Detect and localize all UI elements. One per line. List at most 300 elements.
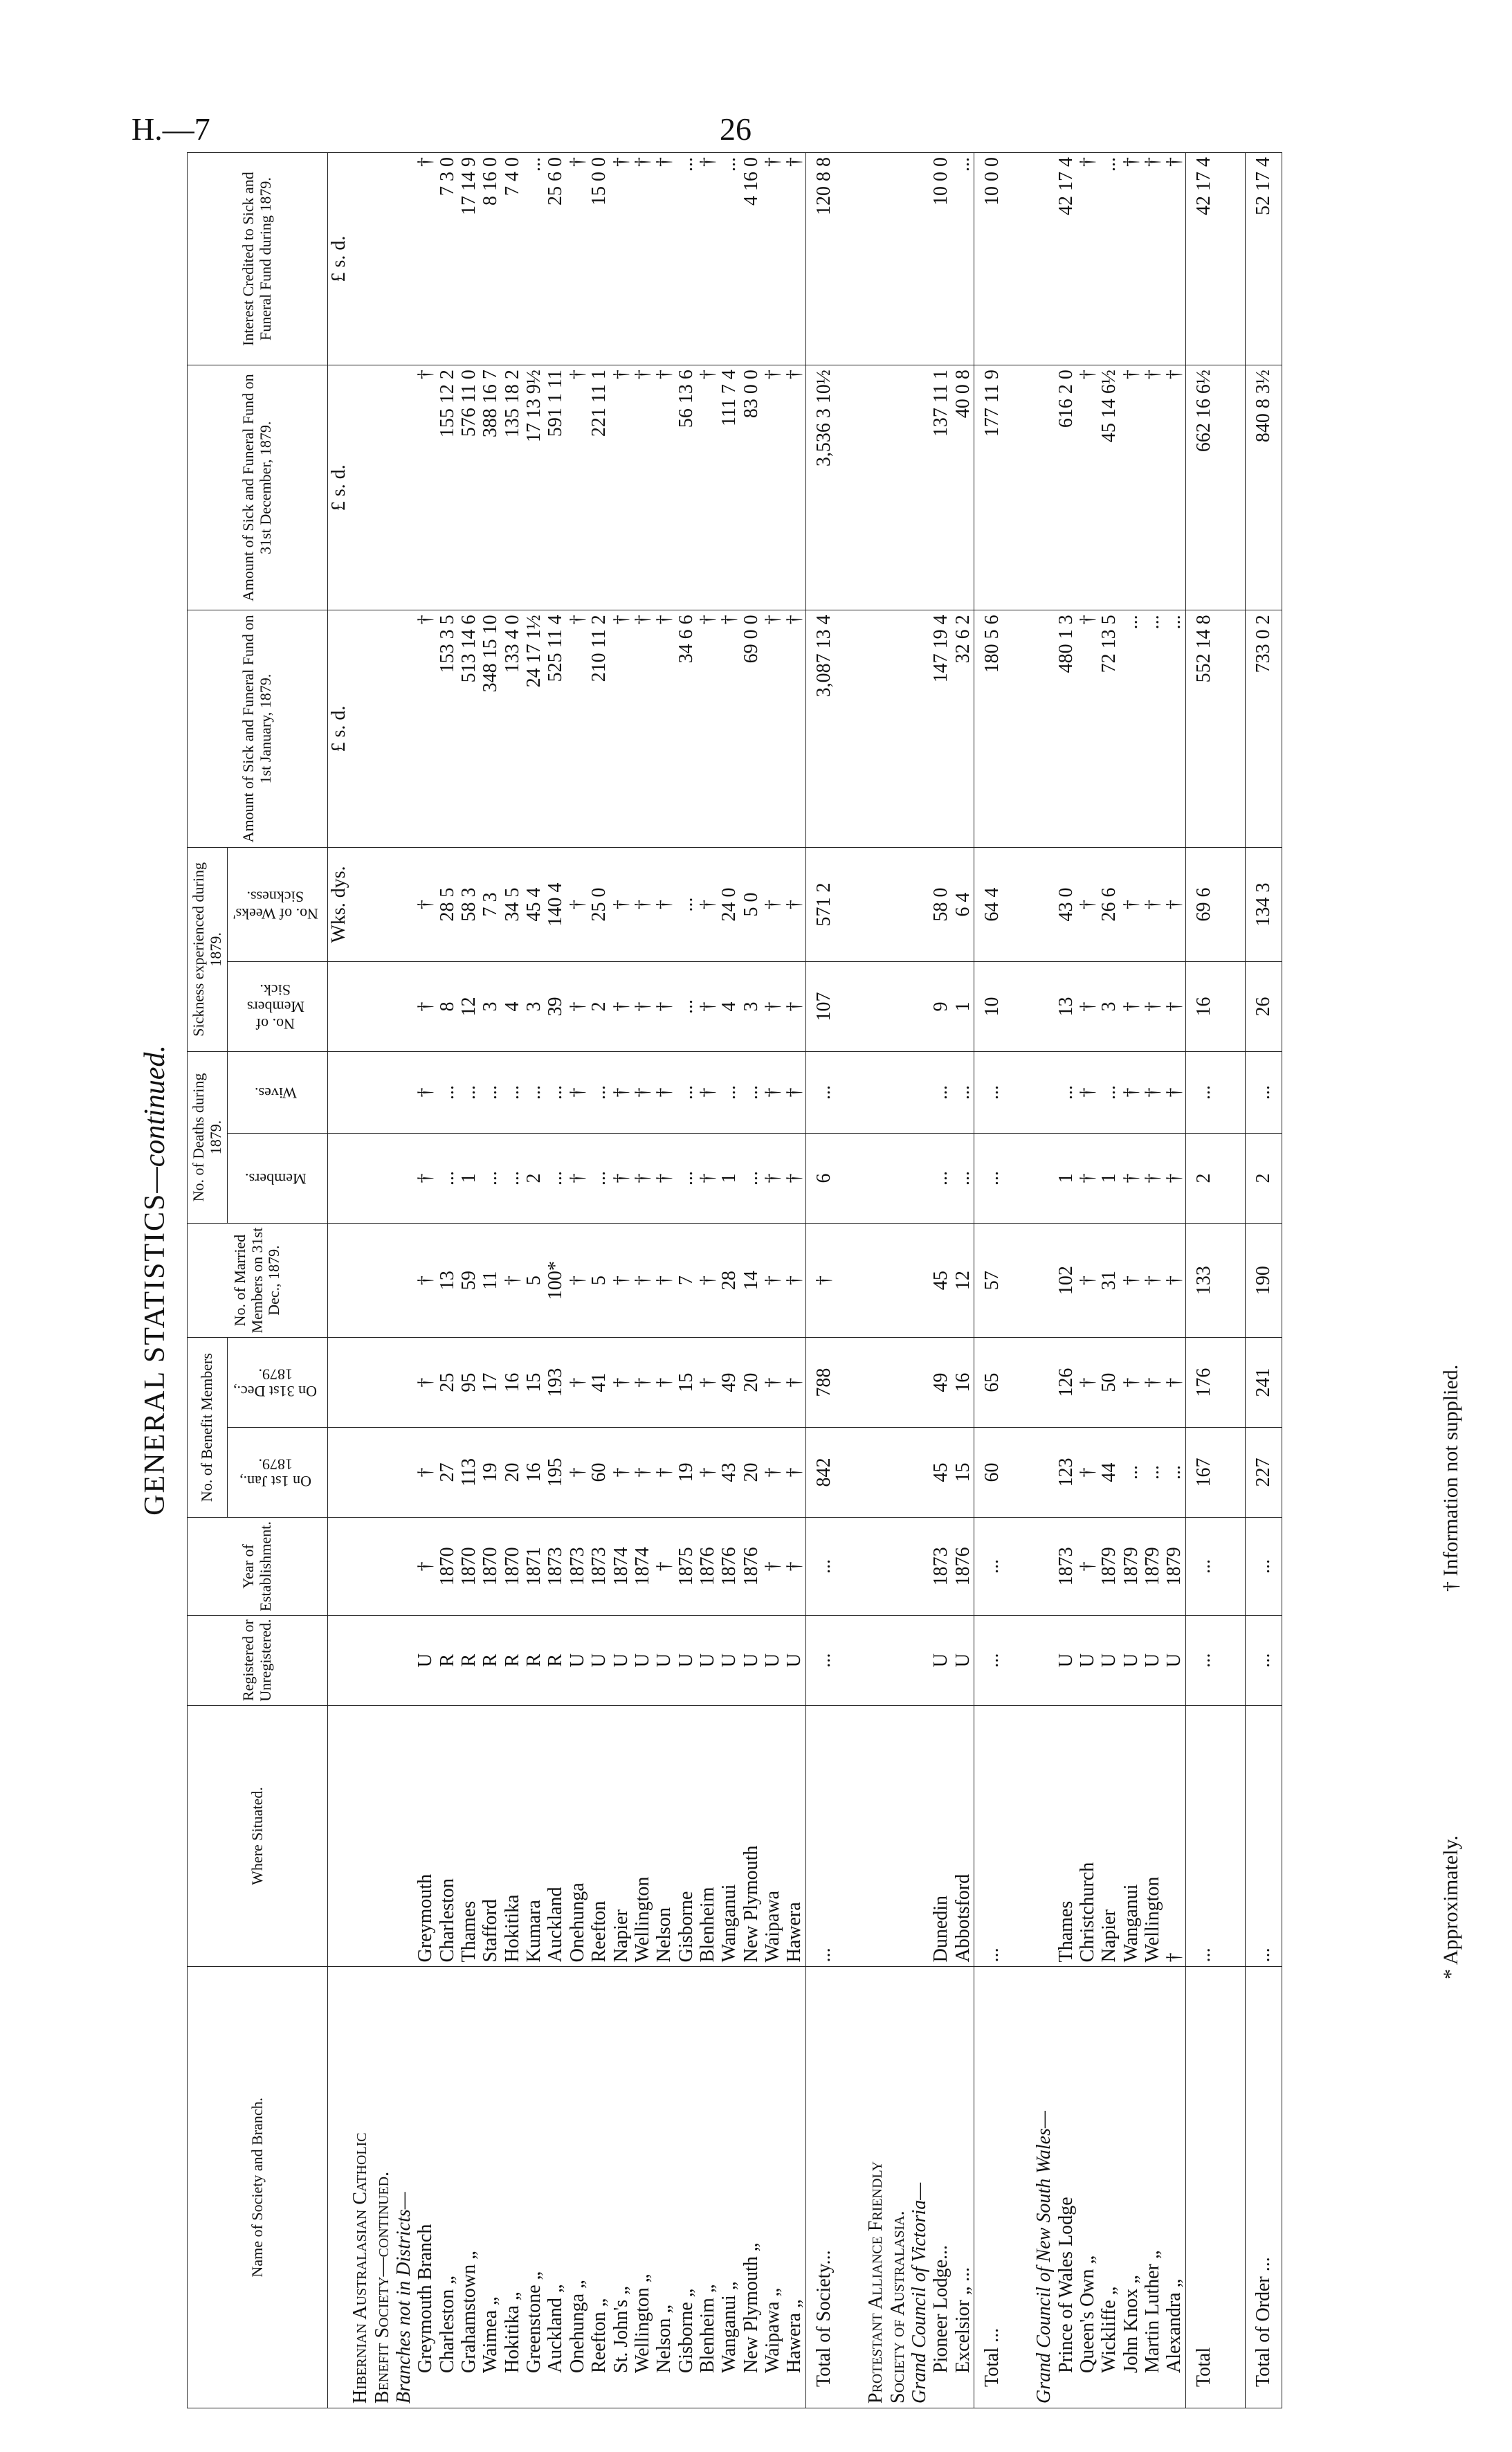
cell-registered: R bbox=[523, 1615, 545, 1705]
cell-where: Thames bbox=[458, 1705, 480, 1967]
cell-year: ... bbox=[1185, 1517, 1221, 1615]
cell-benefit-jan: 27 bbox=[437, 1428, 458, 1518]
cell-deaths-wives: † bbox=[1142, 1051, 1163, 1133]
spacer-cell bbox=[841, 1705, 865, 1967]
cell-name: Gisborne „ bbox=[675, 1967, 697, 2408]
spacer-cell bbox=[1221, 847, 1246, 961]
cell-registered: U bbox=[632, 1615, 653, 1705]
cell-year: 1879 bbox=[1142, 1517, 1163, 1615]
col-where-header: Where Situated. bbox=[188, 1705, 328, 1967]
spacer-row bbox=[1010, 153, 1033, 2408]
cell-sick-weeks: 34 5 bbox=[502, 847, 523, 961]
cell-married: † bbox=[502, 1223, 523, 1337]
cell-benefit-dec: 41 bbox=[588, 1338, 610, 1428]
cell-benefit-dec: 95 bbox=[458, 1338, 480, 1428]
footnote-approx: * Approximately. bbox=[1439, 1835, 1462, 1979]
cell-benefit-jan: † bbox=[610, 1428, 632, 1518]
cell-married: † bbox=[1142, 1223, 1163, 1337]
cell-deaths-members: 1 bbox=[718, 1134, 740, 1224]
cell-sick-weeks: 69 6 bbox=[1185, 847, 1221, 961]
cell-where: Kumara bbox=[523, 1705, 545, 1967]
units-row bbox=[327, 153, 349, 2408]
cell-sick-members: 9 bbox=[930, 962, 951, 1052]
spacer-cell bbox=[1010, 610, 1033, 847]
cell-benefit-jan: 60 bbox=[974, 1428, 1010, 1518]
cell-fund-dec: † bbox=[697, 365, 718, 610]
cell-where: New Plymouth bbox=[740, 1705, 762, 1967]
cell-registered: ... bbox=[805, 1615, 841, 1705]
cell-benefit-jan: 195 bbox=[545, 1428, 566, 1518]
cell-interest: ... bbox=[675, 153, 697, 365]
cell-name: Alexandra „ bbox=[1163, 1967, 1185, 2408]
col-deaths-members-header: Members. bbox=[228, 1134, 328, 1224]
cell-name: Protestant Alliance Friendly bbox=[865, 1967, 886, 2408]
table-row bbox=[952, 153, 974, 2408]
cell-deaths-wives: ... bbox=[805, 1051, 841, 1133]
cell-where: † bbox=[1163, 1705, 1185, 1967]
cell-sick-weeks: † bbox=[762, 847, 783, 961]
cell-fund-jan: 552 14 8 bbox=[1185, 610, 1221, 847]
spacer-cell bbox=[1221, 610, 1246, 847]
cell-sick-weeks: † bbox=[1163, 847, 1185, 961]
page-number: 26 bbox=[720, 111, 752, 147]
cell-sick-weeks: † bbox=[1077, 847, 1098, 961]
cell-where: Reefton bbox=[588, 1705, 610, 1967]
cell-sick-weeks: † bbox=[1142, 847, 1163, 961]
cell-sick-weeks bbox=[349, 847, 371, 961]
cell-fund-jan: ... bbox=[1142, 610, 1163, 847]
cell-name: Waipawa „ bbox=[762, 1967, 783, 2408]
cell-fund-dec bbox=[909, 365, 930, 610]
cell-where: Stafford bbox=[480, 1705, 501, 1967]
cell-deaths-members: † bbox=[1163, 1134, 1185, 1224]
cell-deaths-members bbox=[1033, 1134, 1055, 1224]
spacer-cell bbox=[1221, 1223, 1246, 1337]
section-heading-row bbox=[865, 153, 886, 2408]
cell-deaths-wives: ... bbox=[480, 1051, 501, 1133]
table-row bbox=[545, 153, 566, 2408]
cell-registered bbox=[393, 1615, 415, 1705]
cell-fund-jan: † bbox=[697, 610, 718, 847]
cell-fund-dec: 840 8 3½ bbox=[1246, 365, 1282, 610]
cell-name: Total ... bbox=[974, 1967, 1010, 2408]
cell-interest: 10 0 0 bbox=[974, 153, 1010, 365]
spacer-cell bbox=[841, 1517, 865, 1615]
cell-married: 11 bbox=[480, 1223, 501, 1337]
cell-year: 1874 bbox=[632, 1517, 653, 1615]
spacer-cell bbox=[1010, 962, 1033, 1052]
cell-where: Christchurch bbox=[1077, 1705, 1098, 1967]
cell-deaths-wives: † bbox=[415, 1051, 436, 1133]
cell-benefit-jan: 113 bbox=[458, 1428, 480, 1518]
cell-deaths-members: † bbox=[415, 1134, 436, 1224]
spacer-cell bbox=[1010, 1223, 1033, 1337]
unit-money-int: £ s. d. bbox=[327, 153, 349, 365]
cell-fund-jan: 24 17 1½ bbox=[523, 610, 545, 847]
cell-deaths-wives: ... bbox=[1246, 1051, 1282, 1133]
cell-married: 45 bbox=[930, 1223, 951, 1337]
cell-interest: † bbox=[415, 153, 436, 365]
cell-fund-dec bbox=[1033, 365, 1055, 610]
cell-fund-jan: † bbox=[762, 610, 783, 847]
spacer-cell bbox=[841, 962, 865, 1052]
cell-benefit-jan: † bbox=[653, 1428, 675, 1518]
cell-sick-members: † bbox=[762, 962, 783, 1052]
cell-where: Gisborne bbox=[675, 1705, 697, 1967]
cell-sick-members bbox=[865, 962, 886, 1052]
cell-sick-weeks: 7 3 bbox=[480, 847, 501, 961]
cell-interest: 25 6 0 bbox=[545, 153, 566, 365]
cell-benefit-jan bbox=[1033, 1428, 1055, 1518]
section-heading-row bbox=[349, 153, 371, 2408]
table-row bbox=[930, 153, 951, 2408]
cell-benefit-jan: 20 bbox=[740, 1428, 762, 1518]
cell-where: Wellington bbox=[632, 1705, 653, 1967]
cell-sick-weeks: 571 2 bbox=[805, 847, 841, 961]
cell-benefit-jan: 16 bbox=[523, 1428, 545, 1518]
cell-interest: 15 0 0 bbox=[588, 153, 610, 365]
cell-registered: U bbox=[1120, 1615, 1142, 1705]
cell-married: † bbox=[632, 1223, 653, 1337]
cell-married: 7 bbox=[675, 1223, 697, 1337]
cell-interest bbox=[865, 153, 886, 365]
cell-deaths-wives bbox=[1033, 1051, 1055, 1133]
cell-benefit-jan bbox=[393, 1428, 415, 1518]
table-row bbox=[415, 153, 436, 2408]
spacer-cell bbox=[1010, 847, 1033, 961]
cell-fund-jan bbox=[372, 610, 393, 847]
cell-fund-dec: 111 7 4 bbox=[718, 365, 740, 610]
cell-fund-jan bbox=[887, 610, 909, 847]
total-row bbox=[1246, 153, 1282, 2408]
cell-year bbox=[865, 1517, 886, 1615]
cell-deaths-members bbox=[865, 1134, 886, 1224]
cell-name: Total bbox=[1185, 1967, 1221, 2408]
cell-sick-members bbox=[909, 962, 930, 1052]
section-heading-row bbox=[887, 153, 909, 2408]
cell-year: 1870 bbox=[458, 1517, 480, 1615]
spacer-cell bbox=[841, 365, 865, 610]
cell-deaths-wives: † bbox=[567, 1051, 588, 1133]
cell-deaths-wives: ... bbox=[952, 1051, 974, 1133]
table-row bbox=[588, 153, 610, 2408]
cell-deaths-wives: ... bbox=[675, 1051, 697, 1133]
cell-fund-dec: 17 13 9½ bbox=[523, 365, 545, 610]
cell-registered: ... bbox=[974, 1615, 1010, 1705]
cell-married: 12 bbox=[952, 1223, 974, 1337]
cell-year: 1873 bbox=[588, 1517, 610, 1615]
unit-money-dec: £ s. d. bbox=[327, 365, 349, 610]
cell-where bbox=[372, 1705, 393, 1967]
cell-deaths-wives: ... bbox=[588, 1051, 610, 1133]
cell-name: Prince of Wales Lodge bbox=[1055, 1967, 1077, 2408]
spacer-row bbox=[841, 153, 865, 2408]
cell-name: Blenheim „ bbox=[697, 1967, 718, 2408]
cell-where bbox=[393, 1705, 415, 1967]
cell-sick-members: 2 bbox=[588, 962, 610, 1052]
cell-deaths-members: † bbox=[1120, 1134, 1142, 1224]
cell-interest: † bbox=[610, 153, 632, 365]
col-benefit-jan-header: On 1st Jan., 1879. bbox=[228, 1428, 328, 1518]
cell-fund-dec bbox=[372, 365, 393, 610]
table-row bbox=[567, 153, 588, 2408]
cell-married bbox=[349, 1223, 371, 1337]
col-year-header: Year of Establishment. bbox=[188, 1517, 328, 1615]
cell-sick-weeks: 28 5 bbox=[437, 847, 458, 961]
spacer-cell bbox=[1010, 1051, 1033, 1133]
cell-benefit-jan: 842 bbox=[805, 1428, 841, 1518]
col-married-header: No. of Married Members on 31st Dec., 1879. bbox=[188, 1223, 328, 1337]
cell-sick-members: 4 bbox=[718, 962, 740, 1052]
cell-deaths-members: ... bbox=[930, 1134, 951, 1224]
table-row bbox=[437, 153, 458, 2408]
cell-fund-dec: † bbox=[1077, 365, 1098, 610]
cell-sick-members: 4 bbox=[502, 962, 523, 1052]
cell-interest: 42 17 4 bbox=[1055, 153, 1077, 365]
cell-sick-members: † bbox=[632, 962, 653, 1052]
cell-interest: 17 14 9 bbox=[458, 153, 480, 365]
cell-year: 1876 bbox=[718, 1517, 740, 1615]
cell-benefit-jan: † bbox=[632, 1428, 653, 1518]
cell-name: Hokitika „ bbox=[502, 1967, 523, 2408]
cell-benefit-dec: 65 bbox=[974, 1338, 1010, 1428]
cell-sick-weeks: 140 4 bbox=[545, 847, 566, 961]
cell-where: Greymouth bbox=[415, 1705, 436, 1967]
cell-sick-members: 1 bbox=[952, 962, 974, 1052]
cell-registered bbox=[1033, 1615, 1055, 1705]
cell-interest: 120 8 8 bbox=[805, 153, 841, 365]
cell-deaths-members: ... bbox=[502, 1134, 523, 1224]
cell-year: † bbox=[653, 1517, 675, 1615]
cell-benefit-jan: † bbox=[783, 1428, 805, 1518]
cell-where bbox=[1033, 1705, 1055, 1967]
cell-deaths-wives bbox=[372, 1051, 393, 1133]
col-benefit-header: No. of Benefit Members bbox=[188, 1338, 228, 1518]
spacer-cell bbox=[841, 1615, 865, 1705]
table-row bbox=[1098, 153, 1120, 2408]
cell-benefit-jan: † bbox=[567, 1428, 588, 1518]
cell-where: Napier bbox=[1098, 1705, 1120, 1967]
cell-year bbox=[349, 1517, 371, 1615]
table-row bbox=[762, 153, 783, 2408]
cell-name: Pioneer Lodge... bbox=[930, 1967, 951, 2408]
col-sick-weeks-header: No. of Weeks' Sickness. bbox=[228, 847, 328, 961]
cell-year: 1875 bbox=[675, 1517, 697, 1615]
cell-fund-jan: † bbox=[718, 610, 740, 847]
cell-benefit-dec: † bbox=[1077, 1338, 1098, 1428]
cell-year: † bbox=[783, 1517, 805, 1615]
cell-name: Hibernian Australasian Catholic bbox=[349, 1967, 371, 2408]
spacer-cell bbox=[1010, 1338, 1033, 1428]
cell-deaths-members bbox=[349, 1134, 371, 1224]
cell-fund-jan: 72 13 5 bbox=[1098, 610, 1120, 847]
cell-deaths-wives: ... bbox=[930, 1051, 951, 1133]
cell-benefit-jan: † bbox=[697, 1428, 718, 1518]
cell-fund-dec: † bbox=[1120, 365, 1142, 610]
cell-deaths-wives: ... bbox=[1098, 1051, 1120, 1133]
cell-year bbox=[909, 1517, 930, 1615]
total-row bbox=[974, 153, 1010, 2408]
cell-benefit-jan: ... bbox=[1120, 1428, 1142, 1518]
cell-year: 1879 bbox=[1098, 1517, 1120, 1615]
cell-fund-dec: † bbox=[762, 365, 783, 610]
cell-name: John Knox „ bbox=[1120, 1967, 1142, 2408]
cell-sick-weeks bbox=[887, 847, 909, 961]
cell-where: Nelson bbox=[653, 1705, 675, 1967]
cell-benefit-dec: † bbox=[1120, 1338, 1142, 1428]
cell-interest: ... bbox=[718, 153, 740, 365]
cell-fund-jan bbox=[865, 610, 886, 847]
cell-interest: † bbox=[1120, 153, 1142, 365]
cell-sick-members: † bbox=[567, 962, 588, 1052]
cell-sick-members: 26 bbox=[1246, 962, 1282, 1052]
cell-where bbox=[349, 1705, 371, 1967]
cell-year: 1870 bbox=[437, 1517, 458, 1615]
cell-sick-members: 3 bbox=[480, 962, 501, 1052]
cell-sick-members: † bbox=[1077, 962, 1098, 1052]
cell-name: Reefton „ bbox=[588, 1967, 610, 2408]
cell-married: † bbox=[653, 1223, 675, 1337]
spacer-cell bbox=[1010, 1967, 1033, 2408]
cell-interest: 7 3 0 bbox=[437, 153, 458, 365]
cell-sick-weeks: 6 4 bbox=[952, 847, 974, 961]
spacer-cell bbox=[1010, 1428, 1033, 1518]
cell-fund-dec: 177 11 9 bbox=[974, 365, 1010, 610]
cell-where: Wellington bbox=[1142, 1705, 1163, 1967]
cell-name: Nelson „ bbox=[653, 1967, 675, 2408]
cell-deaths-members bbox=[887, 1134, 909, 1224]
cell-benefit-dec: 126 bbox=[1055, 1338, 1077, 1428]
table-row bbox=[1120, 153, 1142, 2408]
cell-deaths-wives: ... bbox=[718, 1051, 740, 1133]
cell-sick-members bbox=[372, 962, 393, 1052]
cell-name: Total of Society... bbox=[805, 1967, 841, 2408]
cell-benefit-dec: † bbox=[783, 1338, 805, 1428]
cell-name: Martin Luther „ bbox=[1142, 1967, 1163, 2408]
cell-married: † bbox=[1077, 1223, 1098, 1337]
cell-fund-jan: 133 4 0 bbox=[502, 610, 523, 847]
cell-fund-dec: † bbox=[415, 365, 436, 610]
cell-deaths-members: ... bbox=[545, 1134, 566, 1224]
table-row bbox=[697, 153, 718, 2408]
cell-sick-members: 3 bbox=[523, 962, 545, 1052]
table-row bbox=[1163, 153, 1185, 2408]
cell-deaths-members: ... bbox=[588, 1134, 610, 1224]
cell-sick-members: 8 bbox=[437, 962, 458, 1052]
cell-sick-weeks: † bbox=[653, 847, 675, 961]
cell-year: ... bbox=[974, 1517, 1010, 1615]
cell-deaths-members: ... bbox=[675, 1134, 697, 1224]
cell-benefit-jan bbox=[349, 1428, 371, 1518]
cell-benefit-dec: 20 bbox=[740, 1338, 762, 1428]
cell-name: Benefit Society—continued. bbox=[372, 1967, 393, 2408]
cell-year: † bbox=[415, 1517, 436, 1615]
cell-where: ... bbox=[805, 1705, 841, 1967]
cell-deaths-wives: † bbox=[632, 1051, 653, 1133]
cell-deaths-wives: ... bbox=[502, 1051, 523, 1133]
table-row bbox=[1142, 153, 1163, 2408]
cell-fund-jan: 34 6 6 bbox=[675, 610, 697, 847]
cell-interest: ... bbox=[523, 153, 545, 365]
cell-registered bbox=[372, 1615, 393, 1705]
cell-deaths-members: † bbox=[1077, 1134, 1098, 1224]
cell-fund-dec bbox=[865, 365, 886, 610]
cell-fund-jan: 210 11 2 bbox=[588, 610, 610, 847]
cell-where: Waipawa bbox=[762, 1705, 783, 1967]
cell-year bbox=[1033, 1517, 1055, 1615]
cell-fund-jan: 525 11 4 bbox=[545, 610, 566, 847]
cell-where: Auckland bbox=[545, 1705, 566, 1967]
cell-where: Napier bbox=[610, 1705, 632, 1967]
cell-where: ... bbox=[1246, 1705, 1282, 1967]
table-row bbox=[458, 153, 480, 2408]
col-deaths-header: No. of Deaths during 1879. bbox=[188, 1051, 228, 1223]
cell-fund-dec: 135 18 2 bbox=[502, 365, 523, 610]
cell-deaths-wives bbox=[349, 1051, 371, 1133]
cell-year bbox=[887, 1517, 909, 1615]
cell-registered: U bbox=[1098, 1615, 1120, 1705]
cell-name: New Plymouth „ bbox=[740, 1967, 762, 2408]
cell-sick-members: 3 bbox=[740, 962, 762, 1052]
cell-where: ... bbox=[1185, 1705, 1221, 1967]
table-body bbox=[327, 153, 1282, 2408]
cell-year: 1876 bbox=[697, 1517, 718, 1615]
cell-fund-dec: † bbox=[567, 365, 588, 610]
cell-benefit-dec bbox=[372, 1338, 393, 1428]
cell-married: 100* bbox=[545, 1223, 566, 1337]
cell-registered bbox=[887, 1615, 909, 1705]
spacer-cell bbox=[1010, 1705, 1033, 1967]
cell-registered: U bbox=[610, 1615, 632, 1705]
spacer-cell bbox=[1221, 1517, 1246, 1615]
cell-interest: 52 17 4 bbox=[1246, 153, 1282, 365]
spacer-cell bbox=[1221, 365, 1246, 610]
cell-interest: 7 4 0 bbox=[502, 153, 523, 365]
cell-benefit-dec: 15 bbox=[675, 1338, 697, 1428]
cell-name: Waimea „ bbox=[480, 1967, 501, 2408]
cell-fund-dec: 662 16 6½ bbox=[1185, 365, 1221, 610]
cell-benefit-dec: 49 bbox=[718, 1338, 740, 1428]
cell-sick-weeks: † bbox=[610, 847, 632, 961]
cell-deaths-members: ... bbox=[952, 1134, 974, 1224]
cell-sick-weeks: † bbox=[783, 847, 805, 961]
cell-registered bbox=[909, 1615, 930, 1705]
cell-fund-jan: † bbox=[1077, 610, 1098, 847]
cell-where bbox=[909, 1705, 930, 1967]
cell-sick-members: 16 bbox=[1185, 962, 1221, 1052]
cell-married: 13 bbox=[437, 1223, 458, 1337]
cell-deaths-wives: ... bbox=[1185, 1051, 1221, 1133]
table-row bbox=[1077, 153, 1098, 2408]
cell-fund-jan: † bbox=[610, 610, 632, 847]
cell-registered: U bbox=[1163, 1615, 1185, 1705]
cell-registered: U bbox=[1077, 1615, 1098, 1705]
spacer-cell bbox=[1221, 1338, 1246, 1428]
cell-benefit-jan: † bbox=[415, 1428, 436, 1518]
cell-where: Thames bbox=[1055, 1705, 1077, 1967]
cell-where: Hawera bbox=[783, 1705, 805, 1967]
cell-registered: R bbox=[437, 1615, 458, 1705]
cell-where: Charleston bbox=[437, 1705, 458, 1967]
cell-benefit-jan: 19 bbox=[675, 1428, 697, 1518]
cell-fund-dec bbox=[393, 365, 415, 610]
cell-fund-dec: † bbox=[783, 365, 805, 610]
section-heading-row bbox=[909, 153, 930, 2408]
unit-money-jan: £ s. d. bbox=[327, 610, 349, 847]
cell-fund-jan: † bbox=[653, 610, 675, 847]
cell-interest: † bbox=[762, 153, 783, 365]
cell-married bbox=[887, 1223, 909, 1337]
